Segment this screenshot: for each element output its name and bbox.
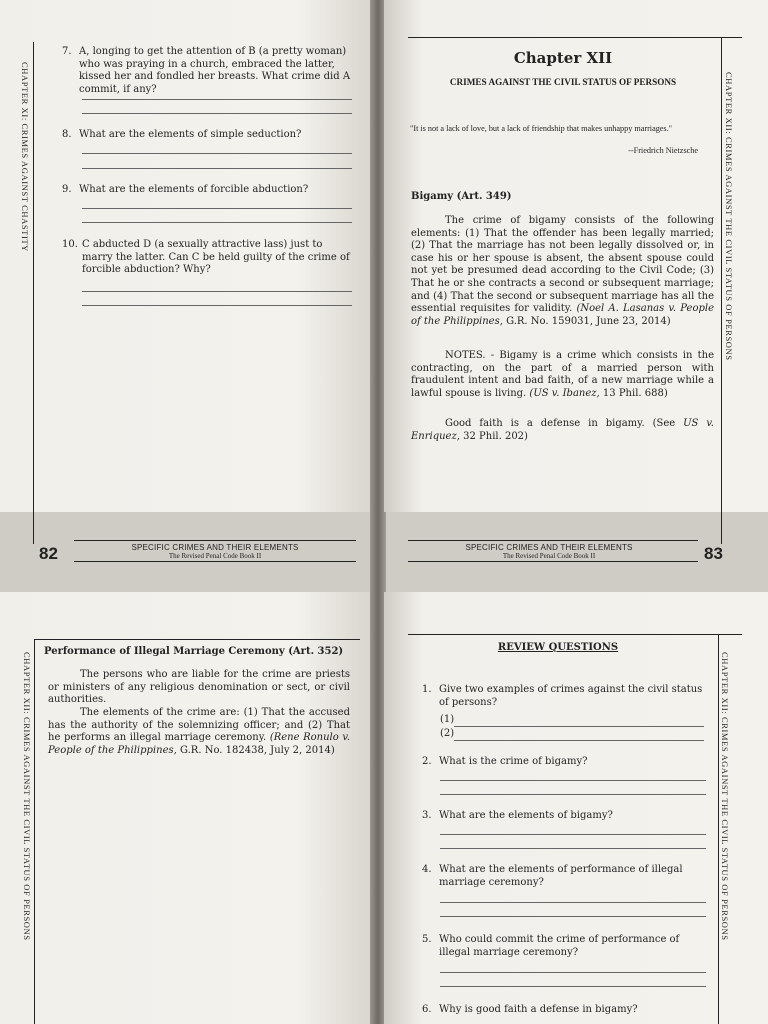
page-number: 82 [39,544,58,563]
question-number: 3. [422,810,432,821]
question-number: 10. [62,239,78,250]
answer-line[interactable] [82,208,352,209]
question-number: 2. [422,756,432,767]
review-questions-heading: REVIEW QUESTIONS [497,642,619,653]
answer-line[interactable] [82,222,352,223]
answer-line[interactable] [440,986,706,987]
page-left-lower [0,592,372,1024]
question-number: 9. [62,184,72,195]
citation-ref: G.R. No. 159031, June 23, 2014) [506,315,671,327]
question-number: 4. [422,864,432,875]
answer-line[interactable] [440,794,706,795]
question-text: What are the elements of bigamy? [439,810,613,821]
chapter-heading: Chapter XII [513,49,613,67]
epigraph-quote: "It is not a lack of love, but a lack of friendship that makes unhappy marriages." [410,124,673,133]
header-rule [408,634,742,635]
answer-line[interactable] [454,740,704,741]
question-text: Who could commit the crime of performance of illegal marriage ceremony? [439,934,680,958]
answer-line[interactable] [440,780,706,781]
question-text: What are the elements of forcible abduction? [79,184,309,195]
answer-label: (1) [440,714,455,725]
page-83 [384,0,768,563]
question-number: 6. [422,1004,432,1015]
answer-line[interactable] [440,916,706,917]
citation: (Rene Ronulo v. People of the Philippines, [48,732,351,756]
paragraph-text: The crime of bigamy consists of the following elements: (1) That the offender has been legally married; (2) That the marriage has not been legally dissolved or, in case his or her spouse is absent, the absent spouse could not yet be presumed dead according to the Civil Code; (3) That he or she contracts a second or subsequent marriage; and (4) That the second or subsequent marriage has all the essential requisites for validity. [411,215,714,315]
answer-line[interactable] [440,902,706,903]
paragraph-good-faith [411,418,714,443]
citation-ref: G.R. No. 182438, July 2, 2014) [180,744,335,756]
question-text: Give two examples of crimes against the civil status of persons? [439,684,703,708]
answer-line[interactable] [440,972,706,973]
side-chapter-label: CHAPTER XII: CRIMES AGAINST THE CIVIL STATUS OF PERSONS [22,652,32,941]
paragraph-liable-persons [48,669,350,707]
right-border-rule [718,634,719,1024]
paragraph-text: The elements of the crime are: (1) That the accused has the authority of the solemnizing officer; and (2) That he performs an illegal marriage ceremony. [48,707,350,744]
page-right-lower [384,592,768,1024]
header-rule [34,639,360,640]
left-border-rule [33,42,34,544]
answer-line[interactable] [440,834,706,835]
citation: (US v. Ibanez, [529,387,600,399]
right-border-rule [721,37,722,544]
citation-ref: 13 Phil. 688) [602,387,668,399]
side-chapter-label: CHAPTER XII: CRIMES AGAINST THE CIVIL STATUS OF PERSONS [720,652,730,941]
citation-ref: 32 Phil. 202) [463,430,528,442]
paragraph-notes [411,350,714,400]
question-text: What is the crime of bigamy? [439,756,588,767]
question-text: What are the elements of performance of illegal marriage ceremony? [439,864,683,888]
answer-line[interactable] [82,99,352,100]
question-text: Why is good faith a defense in bigamy? [439,1004,638,1015]
answer-line[interactable] [82,153,352,154]
citation: (Noel A. Lasanas v. People of the Philippines, [411,303,715,327]
footer-subtitle: The Revised Penal Code Book II [502,552,596,560]
paragraph-elements [411,215,714,328]
question-number: 8. [62,129,72,140]
paragraph-text: NOTES. - Bigamy is a crime which consists in the contracting, on the part of a married person with fraudulent intent and bad faith, of a new marriage while a lawful spouse is living. [411,350,714,399]
section-heading-art-352: Performance of Illegal Marriage Ceremony (Art. 352) [44,646,344,657]
section-heading-bigamy: Bigamy (Art. 349) [411,191,512,202]
question-number: 1. [422,684,432,695]
question-number: 5. [422,934,432,945]
footer-title: SPECIFIC CRIMES AND THEIR ELEMENTS [131,543,299,552]
side-chapter-label: CHAPTER XII: CRIMES AGAINST THE CIVIL STATUS OF PERSONS [724,72,734,361]
question-text: C abducted D (a sexually attractive lass) just to marry the latter. Can C be held guilty of the crime of forcible abduction? Why? [82,239,350,275]
answer-label: (2) [440,728,455,739]
footer-subtitle: The Revised Penal Code Book II [168,552,262,560]
answer-line[interactable] [82,291,352,292]
answer-line[interactable] [454,726,704,727]
question-text: What are the elements of simple seduction? [79,129,302,140]
answer-line[interactable] [82,113,352,114]
footer-title: SPECIFIC CRIMES AND THEIR ELEMENTS [465,543,633,552]
epigraph-author: --Friedrich Nietzsche [628,146,698,155]
question-text: A, longing to get the attention of B (a pretty woman) who was praying in a church, embraced the latter, kissed her and fondled her breasts. What crime did A commit, if any? [79,46,351,95]
paragraph-text: The persons who are liable for the crime are priests or ministers of any religious denomination or sect, or civil authorities. [48,669,350,706]
answer-line[interactable] [440,848,706,849]
citation: US v. Enriquez, [411,418,714,442]
answer-line[interactable] [82,305,352,306]
chapter-title: CRIMES AGAINST THE CIVIL STATUS OF PERSONS [449,77,677,87]
paragraph-text: Good faith is a defense in bigamy. (See [445,418,676,429]
page-number: 83 [704,544,723,563]
left-border-rule [34,639,35,1024]
question-number: 7. [62,46,72,57]
answer-line[interactable] [82,168,352,169]
header-rule [408,37,742,38]
paragraph-elements [48,707,350,757]
side-chapter-label: CHAPTER XI: CRIMES AGAINST CHASTITY [20,62,30,252]
page-82 [0,0,372,563]
bottom-spread [0,512,768,1024]
